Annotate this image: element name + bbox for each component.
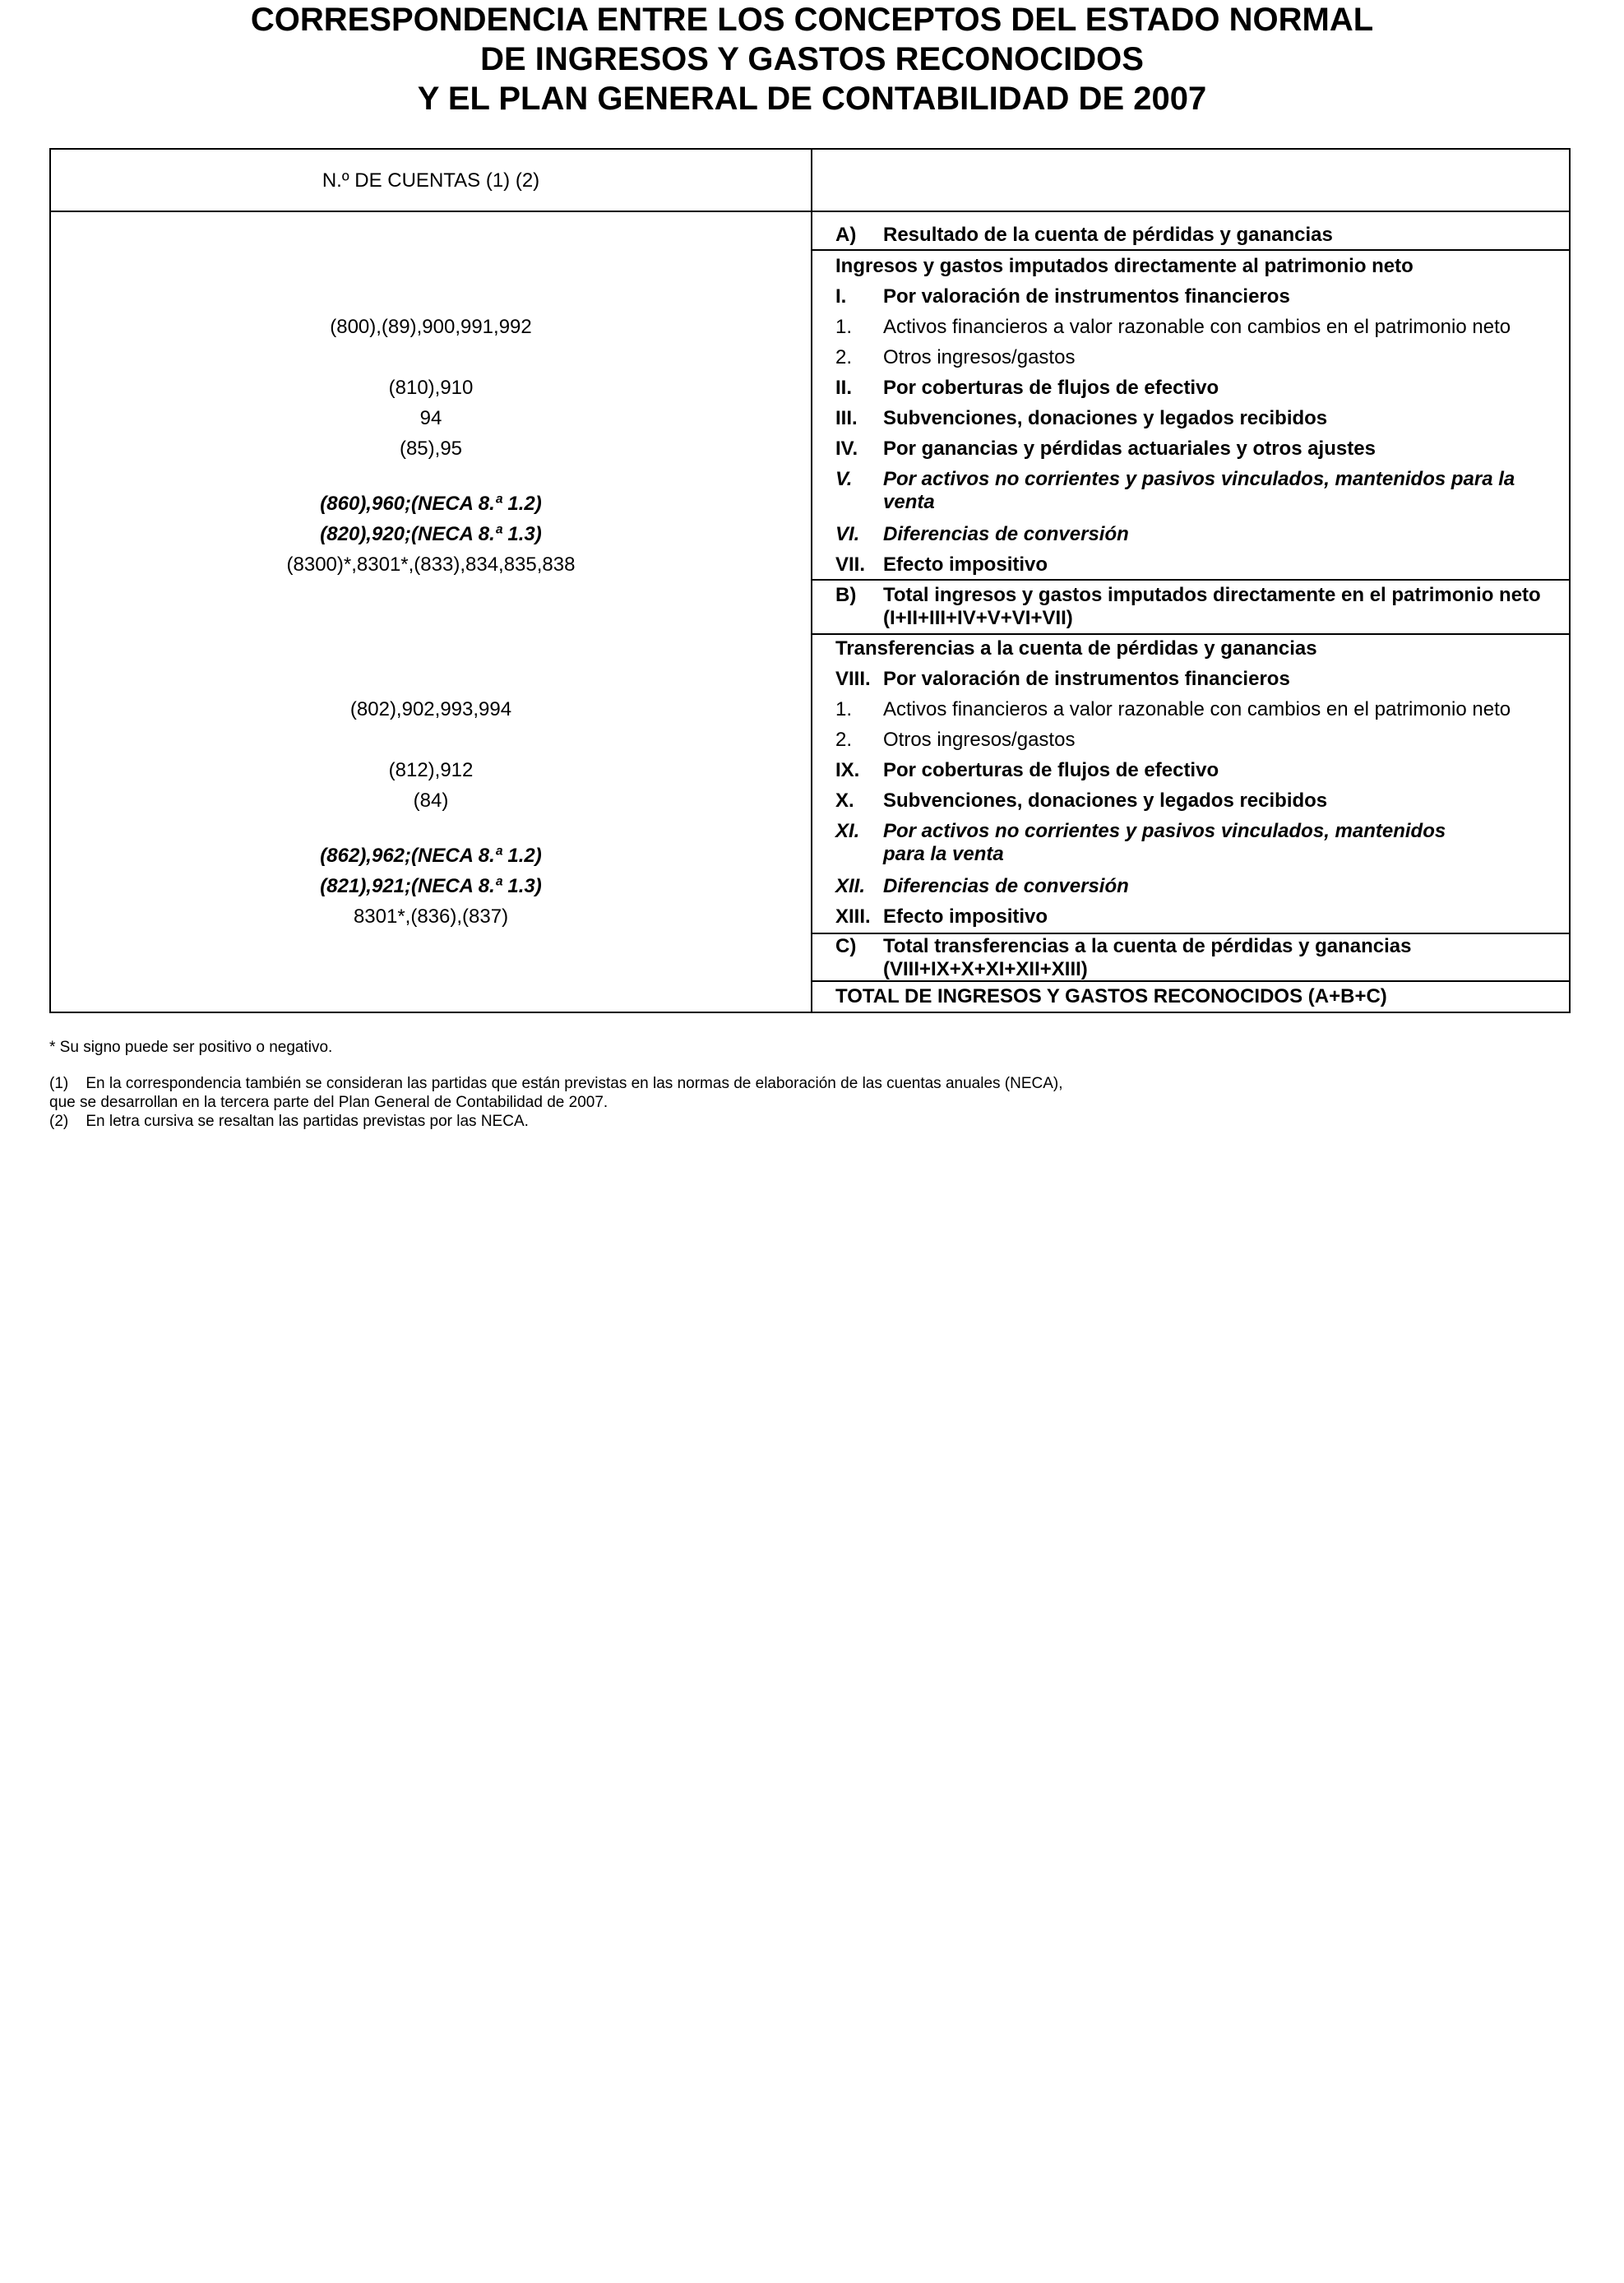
row-concept: Subvenciones, donaciones y legados recibidos: [883, 790, 1328, 812]
row-concept: Total transferencias a la cuenta de pérdidas y ganancias (VIII+IX+X+XI+XII+XIII): [883, 935, 1412, 980]
title-line-3: Y EL PLAN GENERAL DE CONTABILIDAD DE 2007: [417, 81, 1207, 117]
header-divider: [51, 211, 1569, 212]
row-accounts: (862),962;(NECA 8.ª 1.2): [320, 845, 542, 867]
row-number: IX.: [835, 759, 860, 781]
row-number: XI.: [835, 820, 860, 842]
row-concept: Efecto impositivo: [883, 553, 1048, 576]
row-separator: [811, 249, 1571, 251]
row-number: B): [835, 584, 857, 606]
row-number: 1.: [835, 698, 853, 720]
row-accounts: (8300)*,8301*,(833),834,835,838: [286, 553, 576, 576]
row-accounts: 94: [419, 407, 442, 429]
correspondence-table: [49, 148, 1571, 1013]
row-concept: Efecto impositivo: [883, 905, 1048, 928]
row-number: VI.: [835, 523, 860, 545]
row-concept: Subvenciones, donaciones y legados recibidos: [883, 407, 1328, 429]
row-concept: Diferencias de conversión: [883, 875, 1129, 897]
row-concept: Por valoración de instrumentos financieros: [883, 668, 1290, 690]
title-line-2: DE INGRESOS Y GASTOS RECONOCIDOS: [480, 41, 1144, 77]
row-number: VIII.: [835, 668, 871, 690]
row-accounts: (860),960;(NECA 8.ª 1.2): [320, 493, 542, 515]
row-concept: Por coberturas de flujos de efectivo: [883, 377, 1219, 399]
row-separator: [811, 633, 1571, 635]
row-number: 2.: [835, 346, 853, 368]
row-concept: Por activos no corrientes y pasivos vinculados, mantenidos para la venta: [883, 820, 1446, 865]
row-number: III.: [835, 407, 858, 429]
row-number: C): [835, 935, 857, 957]
accounts-column-header: N.º DE CUENTAS (1) (2): [322, 169, 540, 192]
row-concept: Otros ingresos/gastos: [883, 729, 1076, 751]
row-separator: [811, 933, 1571, 934]
row-concept: Diferencias de conversión: [883, 523, 1129, 545]
row-concept: Transferencias a la cuenta de pérdidas y ganancias: [835, 637, 1317, 660]
footnote-1-line-2: que se desarrollan en la tercera parte del Plan General de Contabilidad de 2007.: [49, 1094, 608, 1111]
row-accounts: (821),921;(NECA 8.ª 1.3): [320, 875, 542, 897]
row-separator: [811, 579, 1571, 581]
row-number: XII.: [835, 875, 866, 897]
row-number: XIII.: [835, 905, 871, 928]
footnote-2: (2) En letra cursiva se resaltan las partidas previstas por las NECA.: [49, 1113, 529, 1130]
row-accounts: 8301*,(836),(837): [353, 905, 509, 928]
row-concept: Activos financieros a valor razonable con cambios en el patrimonio neto: [883, 316, 1511, 338]
row-accounts: (84): [413, 790, 449, 812]
footnote-asterisk: * Su signo puede ser positivo o negativo.: [49, 1039, 333, 1056]
row-number: II.: [835, 377, 853, 399]
column-divider: [811, 150, 812, 1012]
row-concept: Otros ingresos/gastos: [883, 346, 1076, 368]
row-accounts: (85),95: [399, 438, 463, 460]
row-number: A): [835, 224, 857, 246]
row-number: IV.: [835, 438, 858, 460]
row-number: I.: [835, 285, 847, 308]
row-concept: Resultado de la cuenta de pérdidas y ganancias: [883, 224, 1333, 246]
row-number: X.: [835, 790, 854, 812]
row-concept: Total ingresos y gastos imputados directamente en el patrimonio neto (I+II+III+IV+V+VI+VII): [883, 584, 1541, 629]
row-concept: Por activos no corrientes y pasivos vinculados, mantenidos para la venta: [883, 468, 1515, 513]
row-concept: Activos financieros a valor razonable con cambios en el patrimonio neto: [883, 698, 1511, 720]
row-concept: Ingresos y gastos imputados directamente al patrimonio neto: [835, 255, 1413, 277]
total-row-concept: TOTAL DE INGRESOS Y GASTOS RECONOCIDOS (A+B+C): [835, 985, 1387, 1007]
row-accounts: (800),(89),900,991,992: [330, 316, 532, 338]
row-accounts: (812),912: [388, 759, 474, 781]
title-line-1: CORRESPONDENCIA ENTRE LOS CONCEPTOS DEL ESTADO NORMAL: [250, 2, 1374, 38]
row-number: 1.: [835, 316, 853, 338]
row-number: 2.: [835, 729, 853, 751]
row-accounts: (810),910: [388, 377, 474, 399]
row-number: V.: [835, 468, 853, 490]
row-number: VII.: [835, 553, 866, 576]
footnote-1-line-1: (1) En la correspondencia también se consideran las partidas que están previstas en las normas de elaboración de las cuentas anuales (NECA),: [49, 1075, 1063, 1092]
row-accounts: (802),902,993,994: [349, 698, 512, 720]
row-concept: Por ganancias y pérdidas actuariales y otros ajustes: [883, 438, 1376, 460]
row-accounts: (820),920;(NECA 8.ª 1.3): [320, 523, 542, 545]
row-concept: Por coberturas de flujos de efectivo: [883, 759, 1219, 781]
row-concept: Por valoración de instrumentos financieros: [883, 285, 1290, 308]
